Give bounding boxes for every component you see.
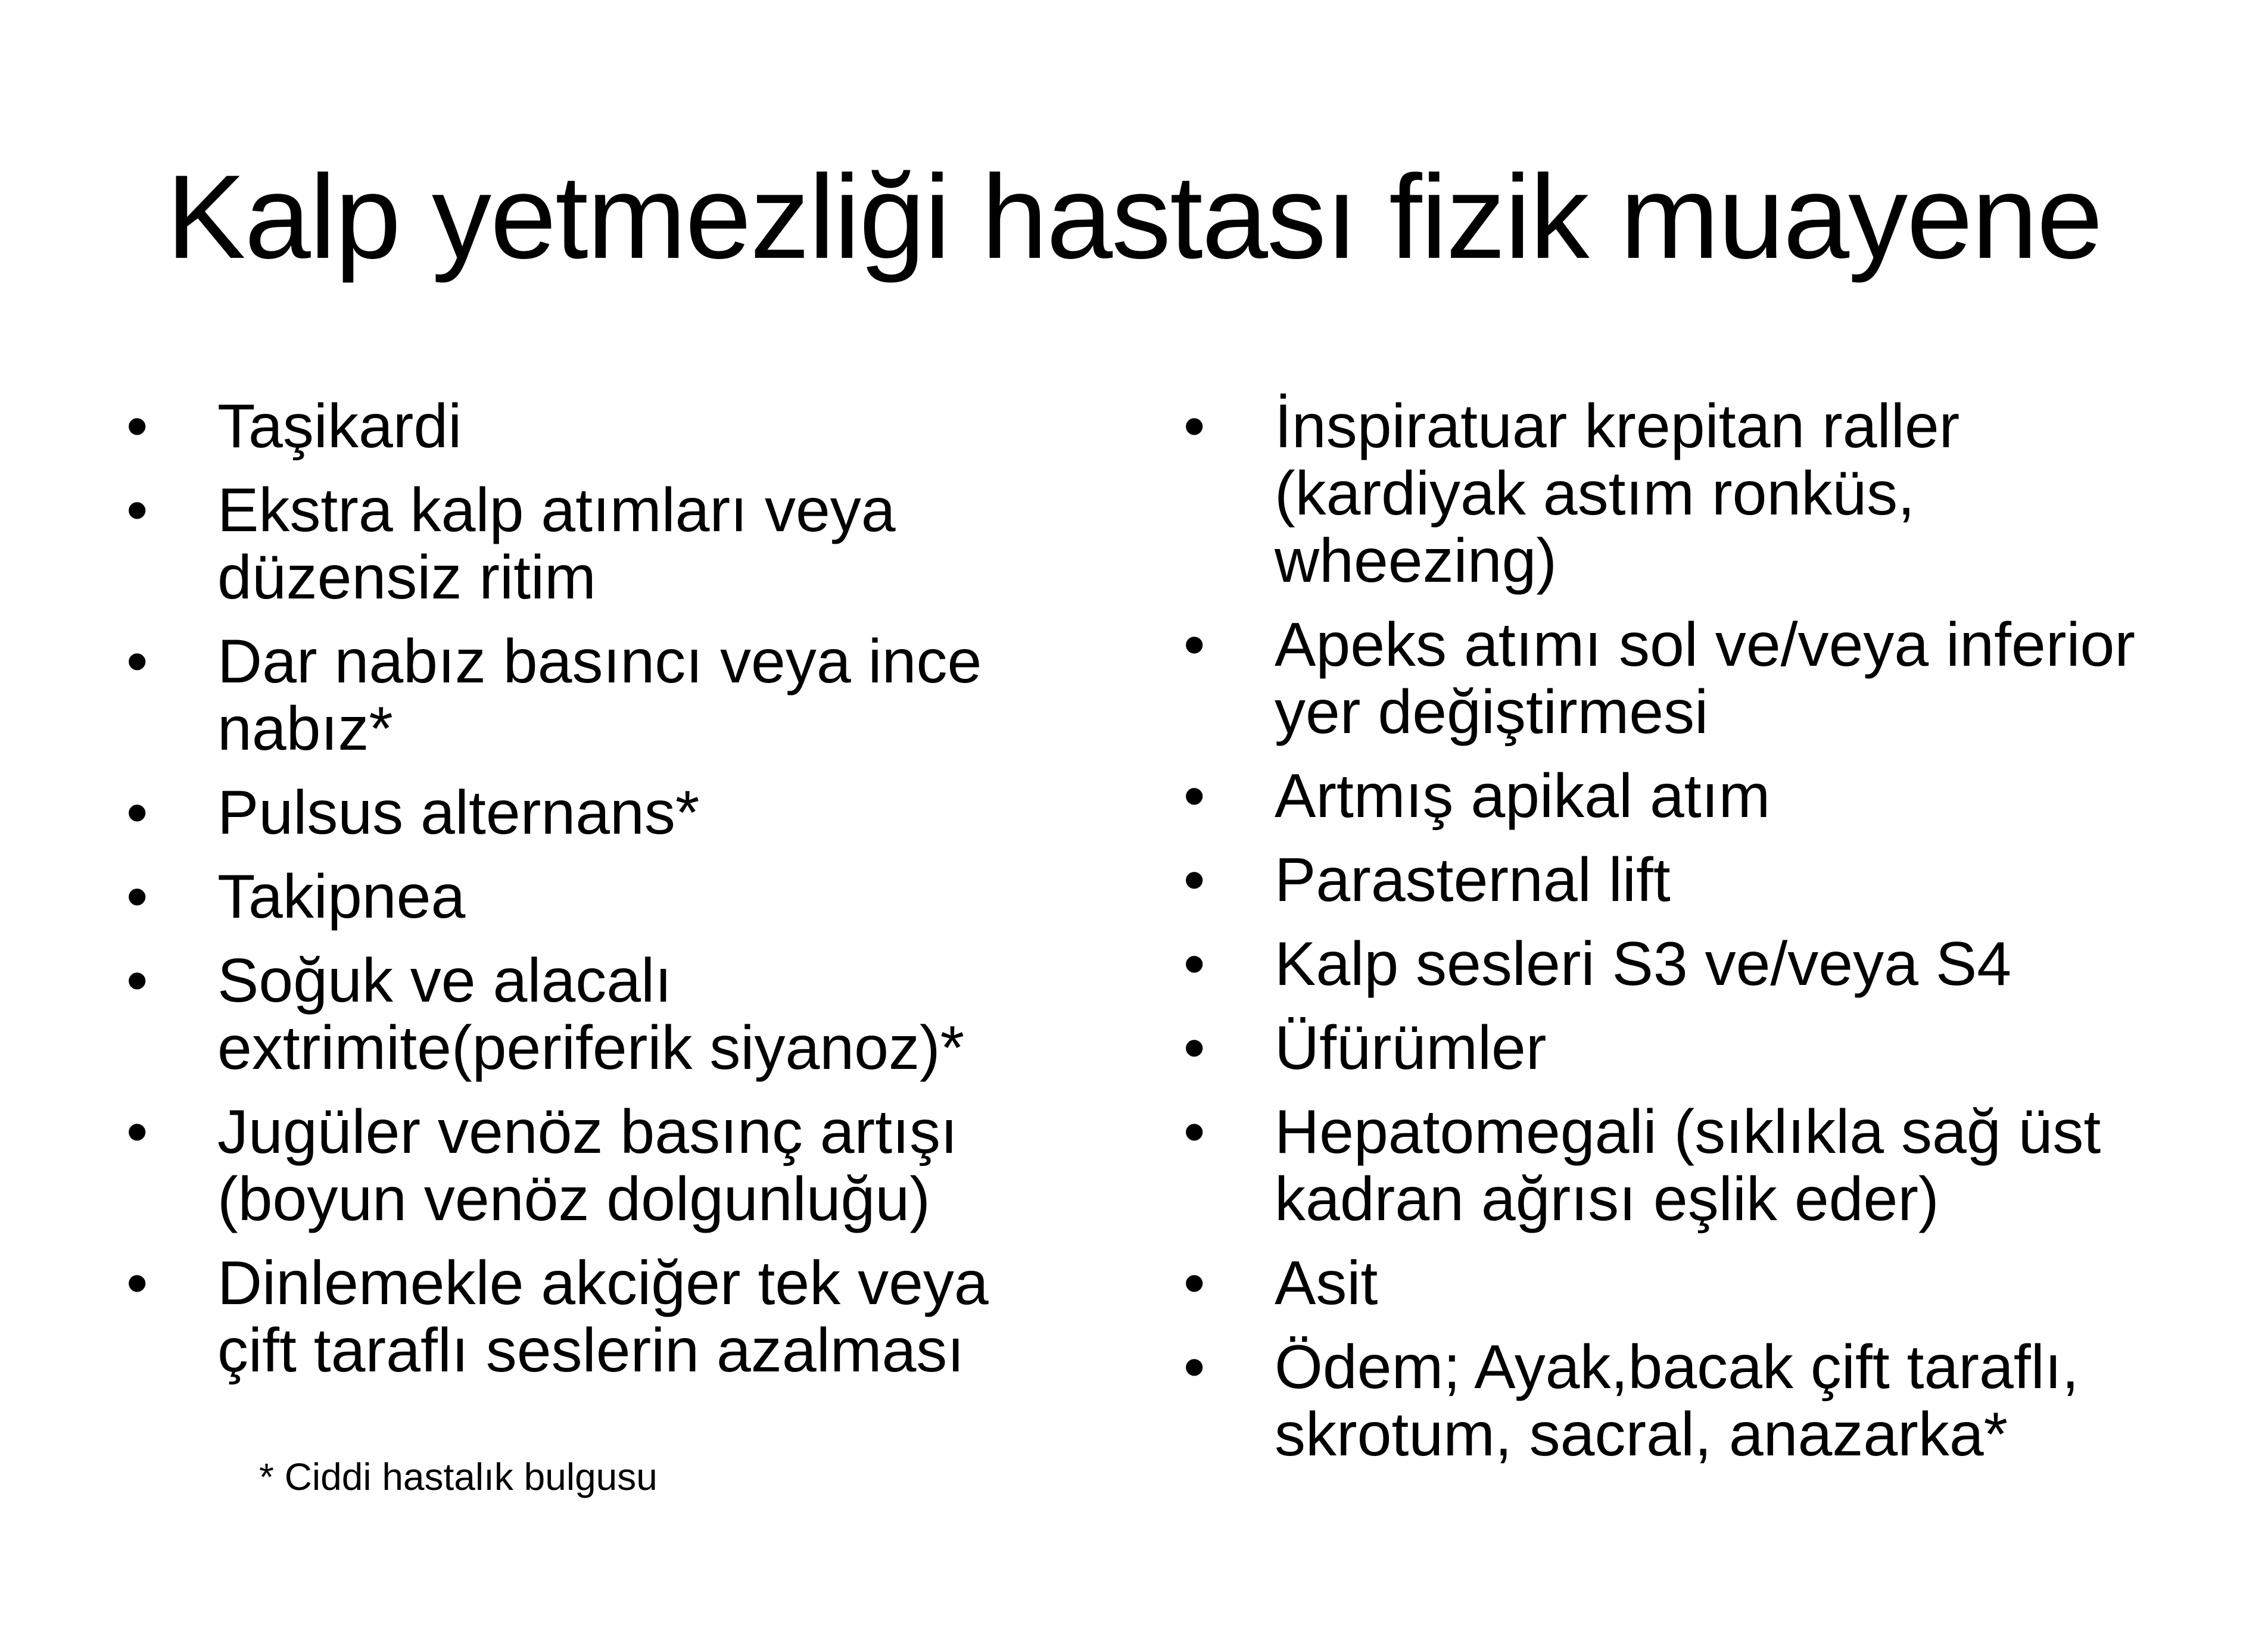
bullet-icon: • (126, 476, 148, 545)
bullet-icon: • (1183, 846, 1205, 915)
bullet-icon: • (126, 627, 148, 696)
list-item (119, 779, 1060, 847)
list-item (1176, 1015, 2159, 1082)
bullet-icon: • (1183, 1333, 1205, 1402)
slide-title: Kalp yetmezliği hastası fizik muayene (166, 151, 2102, 283)
list-item-text: Takipnea (217, 862, 466, 931)
list-item (1176, 847, 2159, 914)
list-item-text: Apeks atımı sol ve/veya inferior yer değiştirmesi (1275, 610, 2136, 747)
bullet-icon: • (1183, 392, 1205, 461)
list-item (1176, 1099, 2159, 1233)
list-item (119, 1250, 1060, 1385)
bullet-icon: • (126, 392, 148, 461)
list-item-text: Dinlemekle akciğer tek veya çift taraflı seslerin azalması (217, 1249, 989, 1385)
bullet-icon: • (1183, 930, 1205, 999)
list-item-text: Hepatomegali (sıklıkla sağ üst kadran ağrısı eşlik eder) (1275, 1097, 2101, 1234)
list-item (1176, 763, 2159, 830)
list-item (119, 477, 1060, 612)
list-item-text: Artmış apikal atım (1275, 762, 1771, 831)
list-item-text: İnspiratuar krepitan raller (kardiyak astım ronküs, wheezing) (1275, 392, 1960, 595)
list-item (1176, 1334, 2159, 1468)
list-item (119, 1099, 1060, 1233)
list-item (1176, 612, 2159, 746)
list-item-text: Ödem; Ayak,bacak çift taraflı, skrotum, sacral, anazarka* (1275, 1333, 2079, 1469)
list-item (1176, 393, 2159, 595)
list-item-text: Dar nabız basıncı veya ince nabız* (217, 627, 982, 763)
list-item (119, 947, 1060, 1082)
bullet-icon: • (1183, 1097, 1205, 1167)
footnote: * Ciddi hastalık bulgusu (259, 1455, 658, 1498)
list-item-text: Asit (1275, 1249, 1378, 1318)
list-item-text: Parasternal lift (1275, 846, 1671, 915)
list-item-text: Taşikardi (217, 392, 462, 461)
list-item (119, 393, 1060, 460)
bullet-icon: • (126, 946, 148, 1015)
right-bullet-list (1176, 393, 2159, 1485)
bullet-icon: • (1183, 610, 1205, 679)
list-item-text: Soğuk ve alacalı extrimite(periferik siyanoz)* (217, 946, 965, 1083)
bullet-icon: • (126, 862, 148, 931)
list-item-text: Üfürümler (1275, 1014, 1547, 1083)
bullet-icon: • (1183, 1249, 1205, 1318)
list-item-text: Kalp sesleri S3 ve/veya S4 (1275, 930, 2012, 999)
list-item (119, 863, 1060, 931)
bullet-icon: • (126, 1249, 148, 1318)
bullet-icon: • (1183, 1014, 1205, 1083)
list-item (1176, 931, 2159, 998)
left-bullet-list (119, 393, 1060, 1401)
list-item-text: Pulsus alternans* (217, 778, 700, 847)
list-item (119, 628, 1060, 763)
list-item-text: Jugüler venöz basınç artışı (boyun venöz dolgunluğu) (217, 1097, 958, 1234)
bullet-icon: • (1183, 762, 1205, 831)
list-item-text: Ekstra kalp atımları veya düzensiz ritim (217, 476, 896, 612)
list-item (1176, 1250, 2159, 1317)
bullet-icon: • (126, 778, 148, 847)
bullet-icon: • (126, 1097, 148, 1167)
